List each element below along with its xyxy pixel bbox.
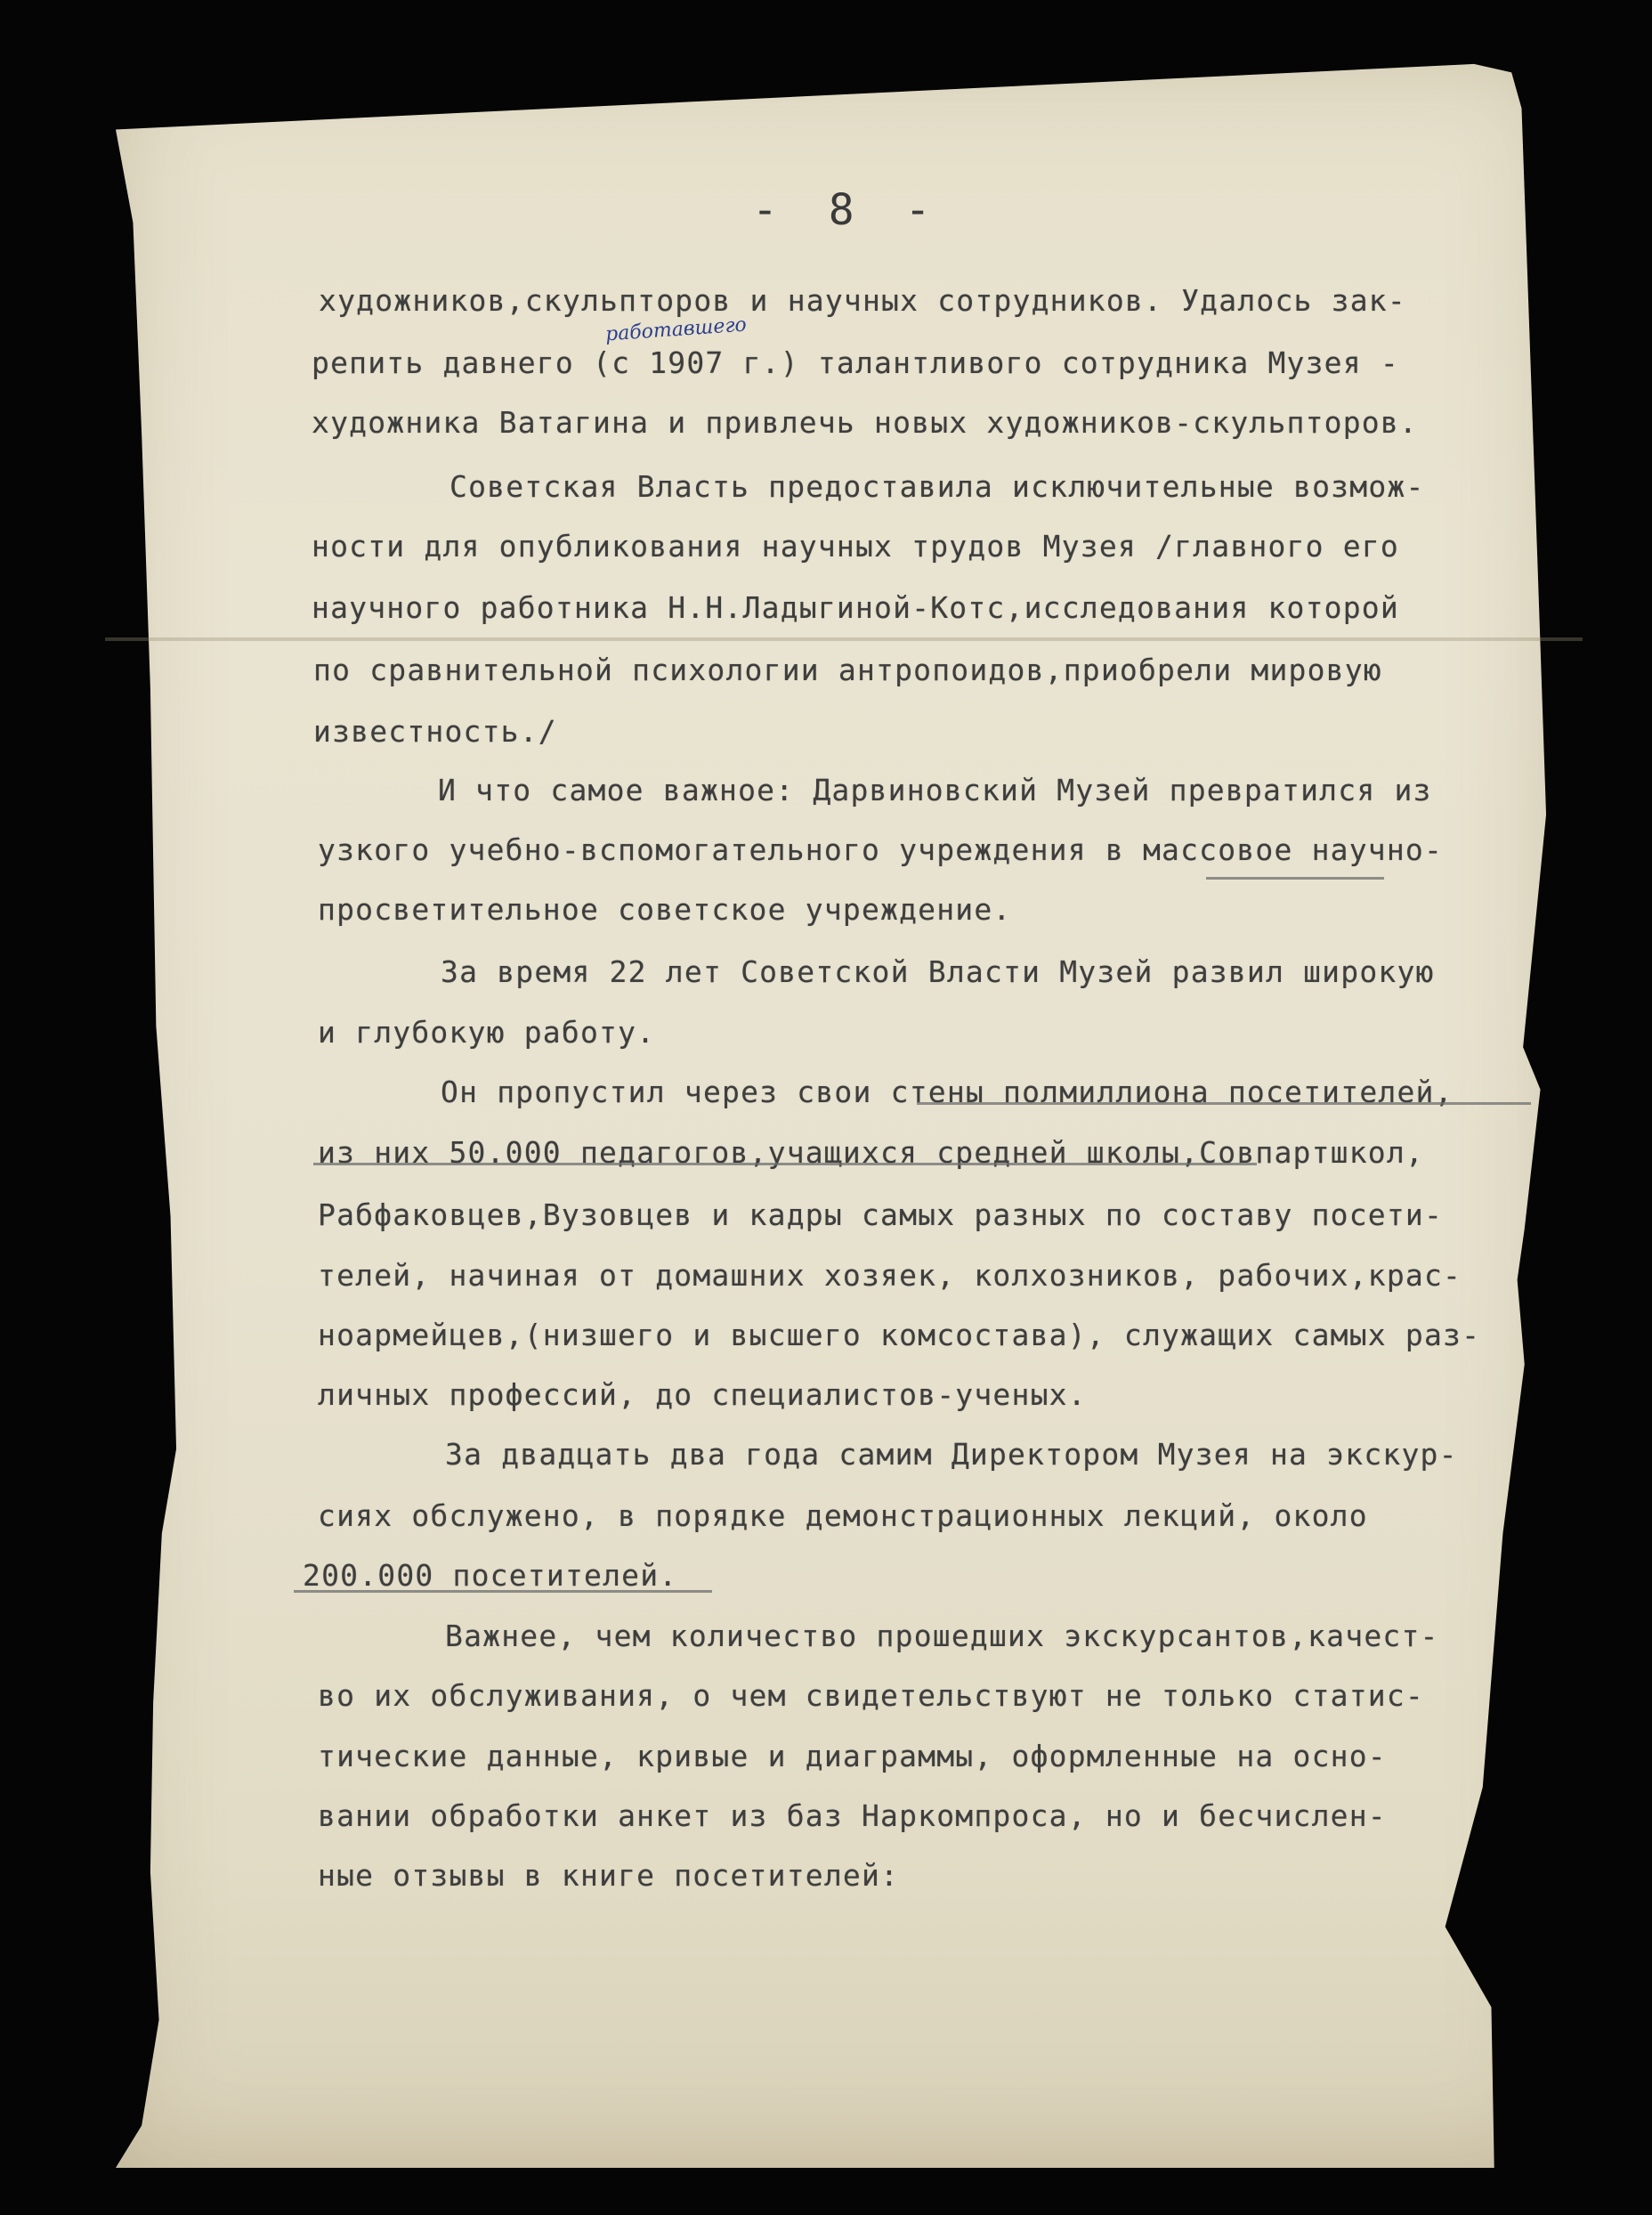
- text-line: За время 22 лет Советской Власти Музей развил широкую: [441, 954, 1435, 989]
- text-line: художника Ватагина и привлечь новых художников-скульпторов.: [312, 405, 1418, 440]
- text-line: сиях обслужено, в порядке демонстрационных лекций, около: [318, 1498, 1368, 1533]
- text-line: научного работника Н.Н.Ладыгиной-Котс,исследования которой: [312, 590, 1399, 625]
- text-line: и глубокую работу.: [318, 1015, 656, 1050]
- text-line: тические данные, кривые и диаграммы, оформленные на осно-: [318, 1739, 1387, 1773]
- text-line: И что самое важное: Дарвиновский Музей превратился из: [438, 773, 1432, 807]
- text-line: во их обслуживания, о чем свидетельствуют не только статис-: [318, 1678, 1424, 1713]
- text-line: ноармейцев,(низшего и высшего комсостава), служащих самых раз-: [318, 1318, 1481, 1352]
- page-number: - 8 -: [752, 185, 943, 235]
- text-line: Важнее, чем количество прошедших экскурсантов,качест-: [445, 1619, 1439, 1653]
- pencil-underline-pedagogov: [313, 1163, 1257, 1165]
- text-line: За двадцать два года самим Директором Музея на экскур-: [445, 1437, 1458, 1472]
- text-line: ные отзывы в книге посетителей:: [318, 1858, 900, 1893]
- text-line: репить давнего (с 1907 г.) талантливого сотрудника Музея -: [312, 345, 1399, 380]
- handwritten-annotation: работавшего: [604, 313, 748, 346]
- text-line: телей, начиная от домашних хозяек, колхозников, рабочих,крас-: [318, 1258, 1462, 1293]
- text-line: личных профессий, до специалистов-ученых.: [318, 1377, 1087, 1412]
- text-line: художников,скульпторов и научных сотрудников. Удалось зак-: [319, 283, 1406, 318]
- text-line: из них 50.000 педагогов,учащихся средней школы,Совпартшкол,: [318, 1135, 1424, 1170]
- text-line: Он пропустил через свои стены полмиллиона посетителей,: [441, 1075, 1454, 1109]
- fold-crease: [105, 637, 1583, 641]
- text-line: Рабфаковцев,Вузовцев и кадры самых разных по составу посети-: [318, 1197, 1444, 1232]
- text-line: узкого учебно-вспомогательного учреждения в массовое научно-: [318, 832, 1444, 867]
- text-line: по сравнительной психологии антропоидов,приобрели мировую: [313, 653, 1382, 687]
- pencil-underline-200000: [294, 1590, 712, 1593]
- text-line: просветительное советское учреждение.: [318, 892, 1012, 927]
- text-line: Советская Власть предоставила исключительные возмож-: [449, 469, 1425, 504]
- pencil-underline-massovoe: [1206, 877, 1384, 880]
- text-line: ности для опубликования научных трудов Музея /главного его: [312, 529, 1399, 564]
- pencil-underline-polmilliona: [917, 1102, 1531, 1105]
- text-line: вании обработки анкет из баз Наркомпроса, но и бесчислен-: [318, 1798, 1387, 1833]
- text-line: известность./: [313, 714, 557, 749]
- text-line: 200.000 посетителей.: [303, 1558, 678, 1593]
